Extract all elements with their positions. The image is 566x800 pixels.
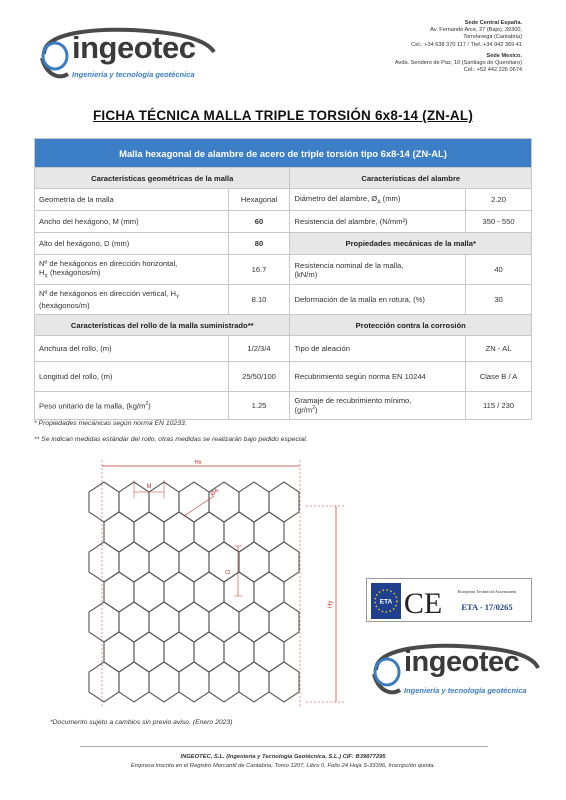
corrosion-header: Protección contra la corrosión: [290, 315, 532, 336]
mesh-hexagon: [224, 632, 254, 672]
corrosion-label: Gramaje de recubrimiento mínimo, $(gr/m^2)$: [290, 392, 466, 420]
mesh-hexagon: [134, 572, 164, 612]
corrosion-label: Recubrimiento según norma EN 10244: [290, 362, 466, 392]
geom-value: Hexagonal: [228, 189, 290, 211]
eta-badge-text: ETA: [379, 598, 393, 606]
geom-label: Ancho del hexágono, M (mm): [35, 211, 229, 233]
geom-value: 80: [228, 233, 290, 255]
mesh-hexagon: [194, 632, 224, 672]
mesh-hexagon: [89, 662, 119, 702]
mesh-hexagon: [164, 512, 194, 552]
mesh-hexagon: [224, 572, 254, 612]
mesh-hexagon: [269, 482, 299, 522]
footnote-roll: ** Se indican medidas estándar del rollo, otras medidas se realizarán bajo pedido especial.: [34, 436, 308, 443]
logo-tagline: Ingeniería y tecnología geotécnica: [72, 70, 195, 79]
table-row: [35, 336, 532, 362]
document-title: FICHA TÉCNICA MALLA TRIPLE TORSIÓN 6x8-14 (ZN-AL): [92, 108, 474, 123]
geom-value: 8.10: [228, 285, 290, 315]
mesh-hexagon: [119, 662, 149, 702]
ce-mark-icon: CE: [403, 587, 443, 620]
mesh-hexagon: [104, 572, 134, 612]
mesh-hexagon: [164, 572, 194, 612]
mesh-hexagon: [209, 602, 239, 642]
oa-label: ØA: [209, 487, 221, 498]
mech-label: Resistencia nominal de la malla, (kN/m): [290, 255, 466, 285]
corrosion-value: ZN - AL: [466, 336, 532, 362]
document-change-note: *Documento sujeto a cambios sin previo aviso. (Enero 2023): [50, 719, 233, 726]
mech-value: 30: [466, 285, 532, 315]
roll-label: Peso unitario de la malla, $(kg/m^2)$: [35, 392, 229, 420]
mexico-office-label: Sede Mexico.: [486, 52, 522, 59]
mesh-hexagon: [239, 602, 269, 642]
mesh-hexagon: [239, 662, 269, 702]
mesh-hexagon: [239, 482, 269, 522]
mech-label: Deformación de la malla en rotura, (%): [290, 285, 466, 315]
mesh-hexagon: [104, 512, 134, 552]
geom-value: 16.7: [228, 255, 290, 285]
footer-registry-line: Empresa inscrita en el Registro Mercantil de Cantabria, Tomo 1207, Libro 0, Folio 24 Hoja S-33396, Inscripción quinta.: [130, 763, 436, 769]
mesh-hexagon: [194, 572, 224, 612]
hy-label: Hy: [328, 600, 334, 608]
hexagon-grid: [89, 482, 299, 702]
mesh-hexagon: [134, 632, 164, 672]
mexico-office-line1: Avda. Sendero de Paz, 10 (Santiago de Querétaro): [394, 60, 522, 67]
spain-office-line1: Av. Fernando Arce, 27 (Bajo), 39300,: [430, 27, 522, 34]
wire-header: Características del alambre: [290, 168, 532, 189]
geom-label: Alto del hexágono, D (mm): [35, 233, 229, 255]
spain-office-line2: Torrelavega (Cantabria): [463, 34, 522, 41]
table-row: [35, 189, 532, 211]
mesh-hexagon: [194, 512, 224, 552]
mesh-hexagon: [89, 482, 119, 522]
m-label: M: [146, 484, 152, 490]
spain-office-label: Sede Central España.: [464, 20, 522, 26]
table-row: [35, 255, 532, 285]
geom-header: Características geométricas de la malla: [35, 168, 290, 189]
table-row: [35, 392, 532, 420]
table-row: [35, 285, 532, 315]
table-row: [35, 362, 532, 392]
mesh-hexagon: [269, 602, 299, 642]
roll-value: 1/2/3/4: [228, 336, 290, 362]
spain-office-line3: Cel.: +34 638 370 117 / Tlef.:+34 942 369 41: [411, 41, 522, 48]
company-logo-bottom: [370, 640, 540, 704]
eta-number: ETA - 17/0265: [461, 602, 513, 612]
wire-value: 2.20: [466, 189, 532, 211]
hx-label: Hx: [194, 460, 202, 466]
mesh-hexagon: [254, 572, 284, 612]
geom-label: Nº de hexágonos en dirección horizontal, $H_X$ (hexágonos/m): [35, 255, 229, 285]
mesh-hexagon: [209, 662, 239, 702]
mesh-hexagon: [89, 602, 119, 642]
mesh-hexagon: [269, 662, 299, 702]
d-label: D: [226, 569, 232, 574]
logo-tagline: Ingeniería y tecnología geotécnica: [404, 686, 527, 695]
mesh-hexagon: [89, 542, 119, 582]
assessment-label: European Technical Assessment: [457, 589, 517, 594]
geom-label: Geometría de la malla: [35, 189, 229, 211]
eta-ce-badges: [367, 579, 533, 623]
mech-header: Propiedades mecánicas de la malla*: [290, 233, 532, 255]
mesh-hexagon: [254, 632, 284, 672]
wire-value: 350 - 550: [466, 211, 532, 233]
mesh-hexagon: [134, 512, 164, 552]
mesh-hexagon: [164, 632, 194, 672]
mesh-diagram: [84, 456, 344, 716]
mesh-hexagon: [179, 542, 209, 582]
geom-label: Nº de hexágonos en dirección vertical, $H_Y$ (hexágonos/m): [35, 285, 229, 315]
mesh-hexagon: [119, 542, 149, 582]
roll-header: Características del rollo de la malla suministrado**: [35, 315, 290, 336]
mesh-hexagon: [119, 602, 149, 642]
office-addresses: [302, 20, 522, 74]
footer-divider: [80, 746, 488, 747]
logo-wordmark: ingeotec: [72, 30, 196, 65]
wire-label: Resistencia del alambre, (N/mm²): [290, 211, 466, 233]
logo-wordmark: ingeotec: [404, 646, 520, 678]
mesh-hexagon: [149, 662, 179, 702]
mesh-hexagon: [149, 542, 179, 582]
table-banner: Malla hexagonal de alambre de acero de triple torsión tipo 6x8-14 (ZN-AL): [35, 139, 532, 168]
mesh-hexagon: [209, 542, 239, 582]
footer-company-line: INGEOTEC, S.L. (Ingeniería y Tecnología Geotécnica, S.L.) CIF: B39877295: [180, 754, 386, 760]
roll-label: Longitud del rollo, (m): [35, 362, 229, 392]
company-logo: [38, 24, 218, 86]
mesh-hexagon: [269, 542, 299, 582]
corrosion-label: Tipo de aleación: [290, 336, 466, 362]
mesh-hexagon: [104, 632, 134, 672]
mesh-hexagon: [149, 602, 179, 642]
mesh-hexagon: [179, 602, 209, 642]
mesh-hexagon: [254, 512, 284, 552]
certification-panel: [366, 578, 532, 622]
wire-label: Diámetro del alambre, $Ø_A$ (mm): [290, 189, 466, 211]
mexico-office-line2: Cel.: +52 442 226 0674: [463, 67, 522, 74]
roll-label: Anchura del rollo, (m): [35, 336, 229, 362]
table-row: [35, 211, 532, 233]
spec-table: [34, 138, 532, 420]
roll-value: 1.25: [228, 392, 290, 420]
table-row: [35, 233, 532, 255]
footnote-mechanical: * Propiedades mecánicas según norma EN 10233.: [34, 420, 187, 427]
mesh-hexagon: [239, 542, 269, 582]
corrosion-value: 115 / 230: [466, 392, 532, 420]
corrosion-value: Clase B / A: [466, 362, 532, 392]
mesh-hexagon: [179, 662, 209, 702]
mesh-hexagon: [209, 482, 239, 522]
geom-value: 60: [228, 211, 290, 233]
roll-value: 25/50/100: [228, 362, 290, 392]
mech-value: 40: [466, 255, 532, 285]
